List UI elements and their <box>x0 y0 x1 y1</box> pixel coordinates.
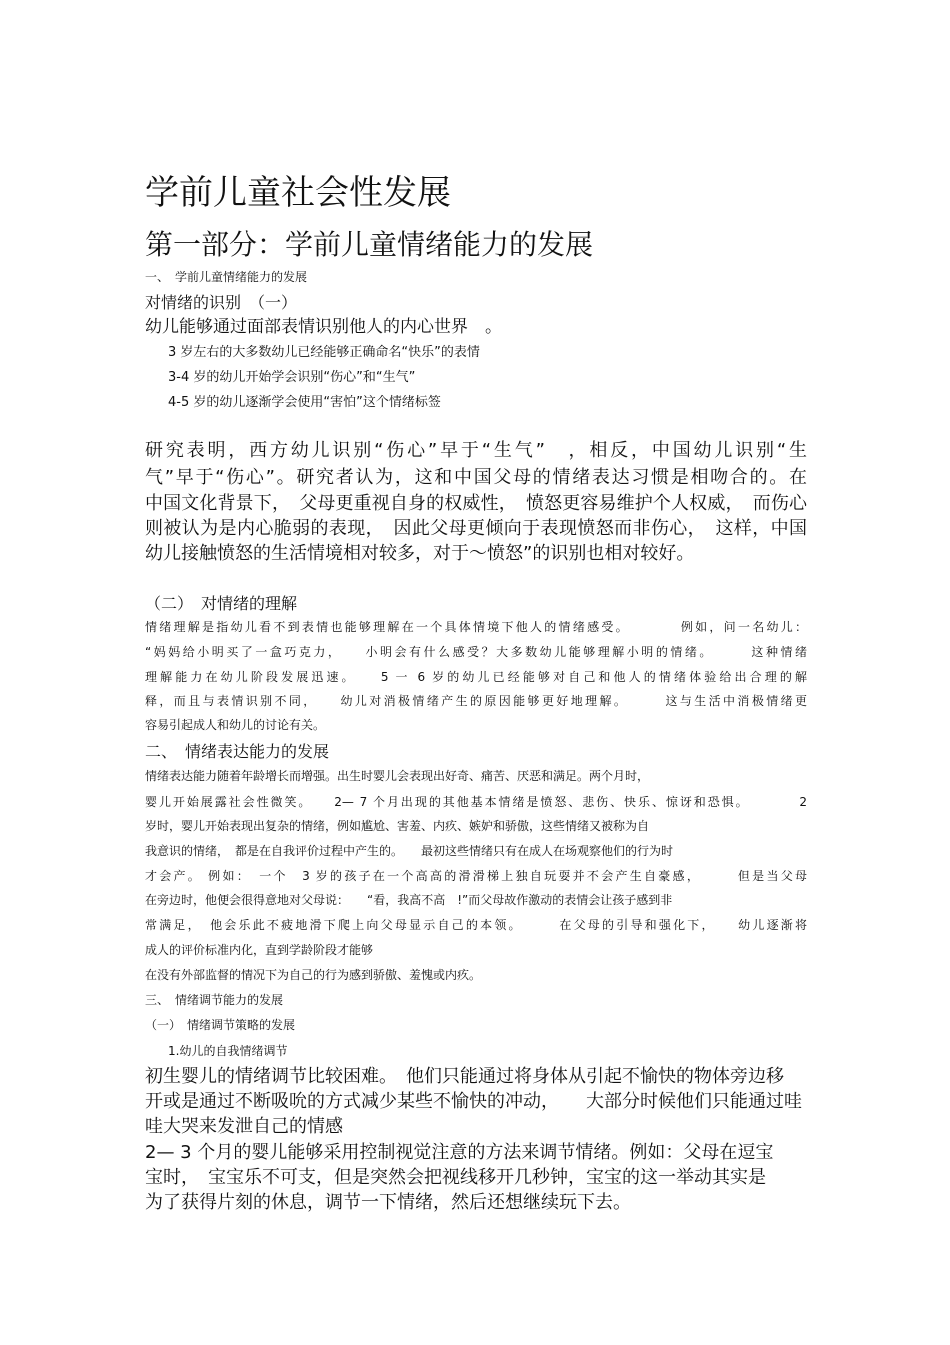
subsection-recognition: 对情绪的识别 （一） <box>145 293 298 312</box>
subsection-strategies: （一） 情绪调节策略的发展 <box>145 1018 296 1032</box>
section-2-heading: 二、 情绪表达能力的发展 <box>145 742 330 761</box>
subsection-understanding: （二） 对情绪的理解 <box>145 594 298 613</box>
subsection-self-regulation: 1.幼儿的自我情绪调节 <box>168 1044 288 1058</box>
section-1-heading: 一、 学前儿童情绪能力的发展 <box>145 270 308 284</box>
age-item: 4-5 岁的幼儿逐渐学会使用“害怕”这个情绪标签 <box>168 395 441 410</box>
page-title: 学前儿童社会性发展 <box>145 173 451 213</box>
part-heading: 第一部分：学前儿童情绪能力的发展 <box>145 228 594 261</box>
age-item: 3-4 岁的幼儿开始学会识别“伤心”和“生气” <box>168 370 416 385</box>
recognition-lead: 幼儿能够通过面部表情识别他人的内心世界 。 <box>145 317 502 337</box>
age-item: 3 岁左右的大多数幼儿已经能够正确命名“快乐”的表情 <box>168 345 480 360</box>
section-3-heading: 三、 情绪调节能力的发展 <box>145 993 284 1007</box>
